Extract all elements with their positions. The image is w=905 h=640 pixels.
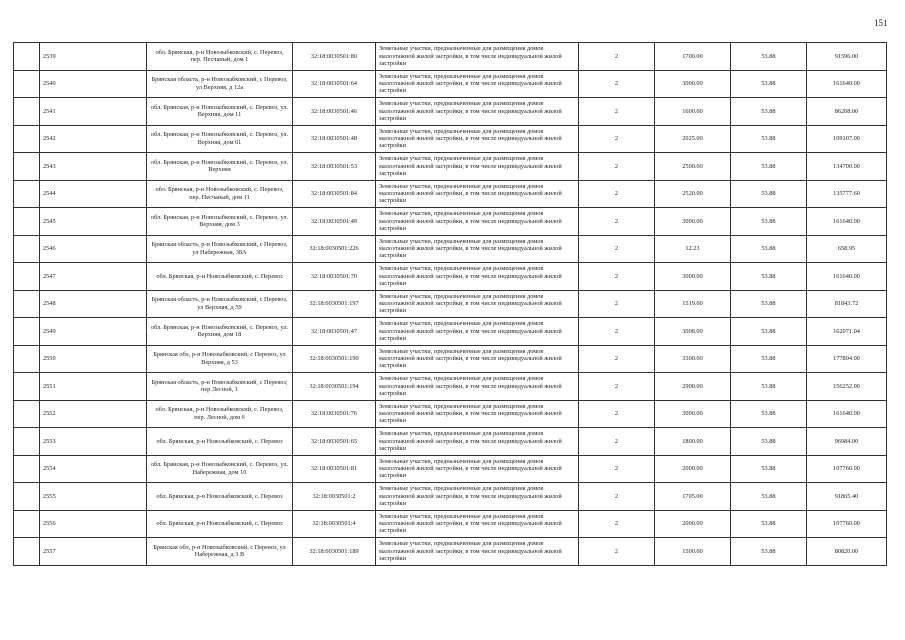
- table-row: [14, 263, 887, 291]
- cadastral-value-cell: 81843.72: [807, 290, 887, 318]
- table-row: [14, 373, 887, 401]
- area-cell: 3008.00: [655, 318, 731, 346]
- cadastral-value-cell: 86208.00: [807, 98, 887, 126]
- unit-price-cell: 53.88: [731, 373, 807, 401]
- blank-cell: [14, 263, 40, 291]
- blank-cell: [14, 428, 40, 456]
- land-use-cell: Земельные участки, предназначенные для размещения домов малоэтажной жилой застройки, в том числе индивидуальной жилой застройки: [376, 125, 579, 153]
- cadastral-number-cell: 32:18:0030501:84: [293, 180, 376, 208]
- land-registry-table: [13, 42, 887, 566]
- address-cell: обл. Брянская, р-н Новозыбковский, с. Перевоз, ул. Верхняя, дом 3: [147, 208, 293, 236]
- row-number: 2540: [40, 70, 147, 98]
- unit-price-cell: 53.88: [731, 290, 807, 318]
- category-code-cell: 2: [579, 235, 655, 263]
- cadastral-number-cell: 32:18:0030501:53: [293, 153, 376, 181]
- blank-cell: [14, 455, 40, 483]
- cadastral-number-cell: 32:18:0030501:70: [293, 263, 376, 291]
- land-use-cell: Земельные участки, предназначенные для размещения домов малоэтажной жилой застройки, в том числе индивидуальной жилой застройки: [376, 345, 579, 373]
- cadastral-number-cell: 32:18:0030501:47: [293, 318, 376, 346]
- category-code-cell: 2: [579, 70, 655, 98]
- unit-price-cell: 53.88: [731, 180, 807, 208]
- category-code-cell: 2: [579, 400, 655, 428]
- category-code-cell: 2: [579, 208, 655, 236]
- row-number: 2556: [40, 510, 147, 538]
- cadastral-number-cell: 32:18:0030501:49: [293, 208, 376, 236]
- land-use-cell: Земельные участки, предназначенные для размещения домов малоэтажной жилой застройки, в том числе индивидуальной жилой застройки: [376, 318, 579, 346]
- land-use-cell: Земельные участки, предназначенные для размещения домов малоэтажной жилой застройки, в том числе индивидуальной жилой застройки: [376, 208, 579, 236]
- address-cell: обл. Брянская, р-н Новозыбковский, с. Перевоз: [147, 428, 293, 456]
- blank-cell: [14, 510, 40, 538]
- table-row: [14, 125, 887, 153]
- cadastral-value-cell: 107760.00: [807, 510, 887, 538]
- row-number: 2550: [40, 345, 147, 373]
- unit-price-cell: 53.88: [731, 318, 807, 346]
- unit-price-cell: 53.88: [731, 455, 807, 483]
- blank-cell: [14, 43, 40, 71]
- address-cell: обл. Брянская, р-н Новозыбковский, с. Перевоз, ул. Верхняя, дом 11: [147, 98, 293, 126]
- blank-cell: [14, 373, 40, 401]
- cadastral-value-cell: 161640.00: [807, 400, 887, 428]
- row-number: 2555: [40, 483, 147, 511]
- cadastral-number-cell: 32:18:0030501:226: [293, 235, 376, 263]
- cadastral-number-cell: 32:18:0030501:48: [293, 125, 376, 153]
- category-code-cell: 2: [579, 538, 655, 566]
- cadastral-value-cell: 80820.00: [807, 538, 887, 566]
- area-cell: 1705.00: [655, 483, 731, 511]
- blank-cell: [14, 235, 40, 263]
- row-number: 2549: [40, 318, 147, 346]
- area-cell: 2900.00: [655, 373, 731, 401]
- area-cell: 1800.00: [655, 428, 731, 456]
- unit-price-cell: 53.88: [731, 483, 807, 511]
- table-row: [14, 180, 887, 208]
- land-use-cell: Земельные участки, предназначенные для размещения домов малоэтажной жилой застройки, в том числе индивидуальной жилой застройки: [376, 428, 579, 456]
- cadastral-number-cell: 32:18:0030501:65: [293, 428, 376, 456]
- row-number: 2544: [40, 180, 147, 208]
- category-code-cell: 2: [579, 180, 655, 208]
- address-cell: обл. Брянская, р-н Новозыбковский, с. Перевоз: [147, 510, 293, 538]
- blank-cell: [14, 125, 40, 153]
- cadastral-value-cell: 91865.40: [807, 483, 887, 511]
- row-number: 2554: [40, 455, 147, 483]
- table-row: [14, 318, 887, 346]
- table-row: [14, 483, 887, 511]
- cadastral-number-cell: 32:18:0030501:2: [293, 483, 376, 511]
- land-use-cell: Земельные участки, предназначенные для размещения домов малоэтажной жилой застройки, в том числе индивидуальной жилой застройки: [376, 455, 579, 483]
- land-use-cell: Земельные участки, предназначенные для размещения домов малоэтажной жилой застройки, в том числе индивидуальной жилой застройки: [376, 538, 579, 566]
- unit-price-cell: 53.88: [731, 235, 807, 263]
- unit-price-cell: 53.88: [731, 125, 807, 153]
- cadastral-value-cell: 658.95: [807, 235, 887, 263]
- unit-price-cell: 53.88: [731, 263, 807, 291]
- address-cell: обл. Брянская, р-н Новозыбковский, с. Перевоз: [147, 483, 293, 511]
- area-cell: 1500.00: [655, 538, 731, 566]
- address-cell: обл. Брянская, р-н Новозыбковский, с. Перевоз, ул. Верхняя, дом 61: [147, 125, 293, 153]
- land-use-cell: Земельные участки, предназначенные для размещения домов малоэтажной жилой застройки, в том числе индивидуальной жилой застройки: [376, 180, 579, 208]
- address-cell: обл. Брянская, р-н Новозыбковский, с. Перевоз, ул. Набережная, дом 10: [147, 455, 293, 483]
- unit-price-cell: 53.88: [731, 345, 807, 373]
- cadastral-number-cell: 32:18:0030501:190: [293, 345, 376, 373]
- page-number: 151: [874, 18, 888, 28]
- cadastral-number-cell: 32:18:0030501:189: [293, 538, 376, 566]
- blank-cell: [14, 318, 40, 346]
- category-code-cell: 2: [579, 263, 655, 291]
- address-cell: Брянская обл, р-н Новозыбковский, с Перевоз, ул Набережная, д 3 В: [147, 538, 293, 566]
- row-number: 2542: [40, 125, 147, 153]
- table-row: [14, 400, 887, 428]
- unit-price-cell: 53.88: [731, 208, 807, 236]
- cadastral-number-cell: 32:18:0030501:4: [293, 510, 376, 538]
- table-row: [14, 43, 887, 71]
- unit-price-cell: 53.88: [731, 153, 807, 181]
- area-cell: 2520.00: [655, 180, 731, 208]
- category-code-cell: 2: [579, 290, 655, 318]
- cadastral-number-cell: 32:18:0030501:197: [293, 290, 376, 318]
- table-body: [14, 43, 887, 566]
- cadastral-number-cell: 32:18:0030501:81: [293, 455, 376, 483]
- land-use-cell: Земельные участки, предназначенные для размещения домов малоэтажной жилой застройки, в том числе индивидуальной жилой застройки: [376, 373, 579, 401]
- cadastral-value-cell: 96984.00: [807, 428, 887, 456]
- area-cell: 2000.00: [655, 455, 731, 483]
- cadastral-value-cell: 161640.00: [807, 70, 887, 98]
- cadastral-value-cell: 177804.00: [807, 345, 887, 373]
- unit-price-cell: 53.88: [731, 428, 807, 456]
- cadastral-number-cell: 32:18:0030501:64: [293, 70, 376, 98]
- blank-cell: [14, 290, 40, 318]
- blank-cell: [14, 208, 40, 236]
- address-cell: обл. Брянская, р-н Новозыбковский, с. Перевоз, пер. Песчаный, дом 11: [147, 180, 293, 208]
- row-number: 2552: [40, 400, 147, 428]
- category-code-cell: 2: [579, 455, 655, 483]
- row-number: 2546: [40, 235, 147, 263]
- category-code-cell: 2: [579, 345, 655, 373]
- address-cell: обл. Брянская, р-н Новозыбковский, с. Перевоз, ул. Верхняя, дом 18: [147, 318, 293, 346]
- unit-price-cell: 53.88: [731, 98, 807, 126]
- address-cell: обл. Брянская, р-н Новозыбковский, с. Перевоз: [147, 263, 293, 291]
- address-cell: Брянская обл, р-н Новозыбковский, с Перевоз, ул Верхняя, д 53: [147, 345, 293, 373]
- land-use-cell: Земельные участки, предназначенные для размещения домов малоэтажной жилой застройки, в том числе индивидуальной жилой застройки: [376, 263, 579, 291]
- cadastral-value-cell: 134700.00: [807, 153, 887, 181]
- cadastral-value-cell: 107760.00: [807, 455, 887, 483]
- land-use-cell: Земельные участки, предназначенные для размещения домов малоэтажной жилой застройки, в том числе индивидуальной жилой застройки: [376, 510, 579, 538]
- row-number: 2551: [40, 373, 147, 401]
- land-use-cell: Земельные участки, предназначенные для размещения домов малоэтажной жилой застройки, в том числе индивидуальной жилой застройки: [376, 70, 579, 98]
- cadastral-value-cell: 109107.00: [807, 125, 887, 153]
- blank-cell: [14, 70, 40, 98]
- land-use-cell: Земельные участки, предназначенные для размещения домов малоэтажной жилой застройки, в том числе индивидуальной жилой застройки: [376, 43, 579, 71]
- row-number: 2547: [40, 263, 147, 291]
- table-row: [14, 98, 887, 126]
- row-number: 2541: [40, 98, 147, 126]
- cadastral-number-cell: 32:18:0030501:80: [293, 43, 376, 71]
- area-cell: 3000.00: [655, 263, 731, 291]
- category-code-cell: 2: [579, 153, 655, 181]
- cadastral-value-cell: 135777.60: [807, 180, 887, 208]
- table-row: [14, 208, 887, 236]
- area-cell: 3000.00: [655, 400, 731, 428]
- category-code-cell: 2: [579, 43, 655, 71]
- land-use-cell: Земельные участки, предназначенные для размещения домов малоэтажной жилой застройки, в том числе индивидуальной жилой застройки: [376, 483, 579, 511]
- category-code-cell: 2: [579, 125, 655, 153]
- area-cell: 2500.00: [655, 153, 731, 181]
- area-cell: 1700.00: [655, 43, 731, 71]
- blank-cell: [14, 400, 40, 428]
- unit-price-cell: 53.88: [731, 510, 807, 538]
- unit-price-cell: 53.88: [731, 538, 807, 566]
- unit-price-cell: 53.88: [731, 400, 807, 428]
- cadastral-value-cell: 91596.00: [807, 43, 887, 71]
- blank-cell: [14, 345, 40, 373]
- table-row: [14, 70, 887, 98]
- blank-cell: [14, 153, 40, 181]
- unit-price-cell: 53.88: [731, 43, 807, 71]
- cadastral-value-cell: 156252.00: [807, 373, 887, 401]
- area-cell: 1600.00: [655, 98, 731, 126]
- blank-cell: [14, 98, 40, 126]
- category-code-cell: 2: [579, 483, 655, 511]
- blank-cell: [14, 538, 40, 566]
- table-row: [14, 290, 887, 318]
- category-code-cell: 2: [579, 373, 655, 401]
- row-number: 2539: [40, 43, 147, 71]
- cadastral-number-cell: 32:18:0030501:46: [293, 98, 376, 126]
- cadastral-value-cell: 162071.04: [807, 318, 887, 346]
- address-cell: обл. Брянская, р-н Новозыбковский, с. Перевоз, пер. Лесной, дом 6: [147, 400, 293, 428]
- category-code-cell: 2: [579, 510, 655, 538]
- blank-cell: [14, 483, 40, 511]
- land-use-cell: Земельные участки, предназначенные для размещения домов малоэтажной жилой застройки, в том числе индивидуальной жилой застройки: [376, 290, 579, 318]
- address-cell: Брянская область, р-н Новозыбковский, с Перевоз, ул Верхняя, д 59: [147, 290, 293, 318]
- cadastral-value-cell: 161640.00: [807, 263, 887, 291]
- cadastral-number-cell: 32:18:0030501:76: [293, 400, 376, 428]
- area-cell: 3000.00: [655, 70, 731, 98]
- table-row: [14, 153, 887, 181]
- table-row: [14, 455, 887, 483]
- row-number: 2548: [40, 290, 147, 318]
- row-number: 2543: [40, 153, 147, 181]
- land-use-cell: Земельные участки, предназначенные для размещения домов малоэтажной жилой застройки, в том числе индивидуальной жилой застройки: [376, 235, 579, 263]
- table-row: [14, 428, 887, 456]
- cadastral-value-cell: 161640.00: [807, 208, 887, 236]
- area-cell: 3000.00: [655, 208, 731, 236]
- area-cell: 12.23: [655, 235, 731, 263]
- land-use-cell: Земельные участки, предназначенные для размещения домов малоэтажной жилой застройки, в том числе индивидуальной жилой застройки: [376, 98, 579, 126]
- area-cell: 3300.00: [655, 345, 731, 373]
- row-number: 2557: [40, 538, 147, 566]
- table-row: [14, 510, 887, 538]
- cadastral-number-cell: 32:18:0030501:194: [293, 373, 376, 401]
- land-use-cell: Земельные участки, предназначенные для размещения домов малоэтажной жилой застройки, в том числе индивидуальной жилой застройки: [376, 400, 579, 428]
- area-cell: 2000.00: [655, 510, 731, 538]
- area-cell: 2025.00: [655, 125, 731, 153]
- unit-price-cell: 53.88: [731, 70, 807, 98]
- table-row: [14, 235, 887, 263]
- row-number: 2553: [40, 428, 147, 456]
- land-use-cell: Земельные участки, предназначенные для размещения домов малоэтажной жилой застройки, в том числе индивидуальной жилой застройки: [376, 153, 579, 181]
- address-cell: Брянская область, р-н Новозыбковский, с Перевоз, ул Верхняя, д 12а: [147, 70, 293, 98]
- category-code-cell: 2: [579, 428, 655, 456]
- table-row: [14, 345, 887, 373]
- address-cell: обл. Брянская, р-н Новозыбковский, с. Перевоз, ул. Верхняя: [147, 153, 293, 181]
- table-row: [14, 538, 887, 566]
- category-code-cell: 2: [579, 318, 655, 346]
- address-cell: Брянская область, р-н Новозыбковский, с Перевоз, пер Лесной, 1: [147, 373, 293, 401]
- address-cell: Брянская область, р-н Новозыбковский, с Перевоз, ул Набережная, 38А: [147, 235, 293, 263]
- category-code-cell: 2: [579, 98, 655, 126]
- area-cell: 1519.00: [655, 290, 731, 318]
- blank-cell: [14, 180, 40, 208]
- address-cell: обл. Брянская, р-н Новозыбковский, с. Перевоз, пер. Песчаный, дом 1: [147, 43, 293, 71]
- row-number: 2545: [40, 208, 147, 236]
